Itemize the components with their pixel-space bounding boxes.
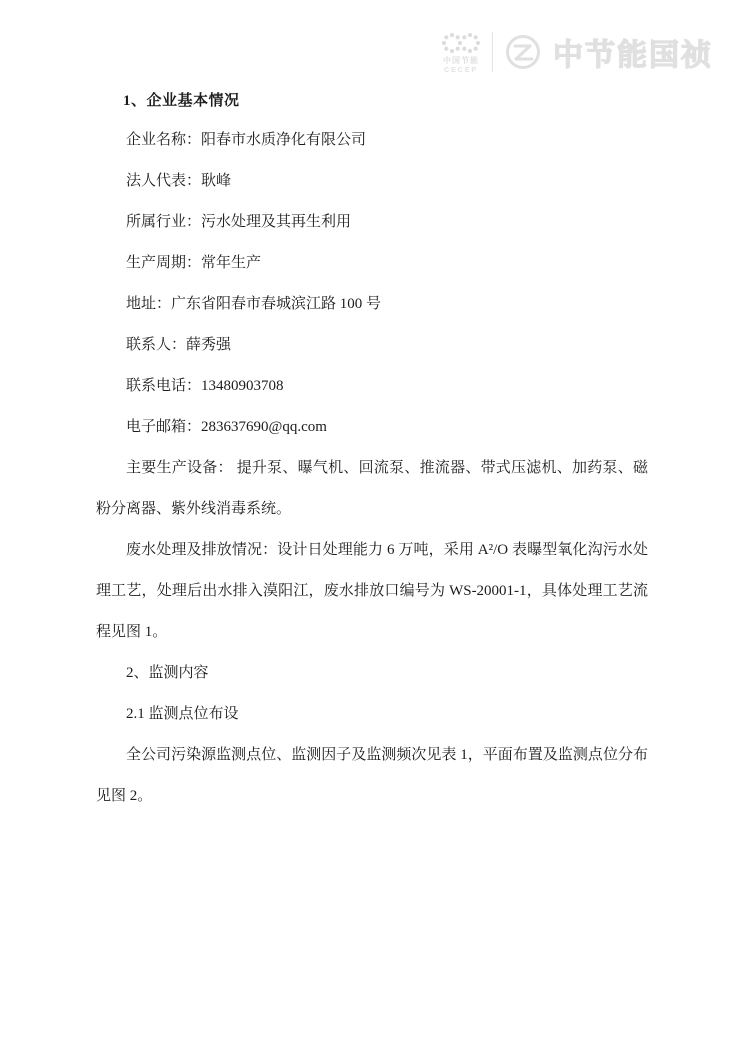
field-legal-representative: 法人代表：耿峰 xyxy=(126,173,232,189)
field-contact-person: 联系人：薛秀强 xyxy=(126,337,232,353)
field-email: 电子邮箱：283637690@qq.com xyxy=(126,419,327,435)
field-industry: 所属行业：污水处理及其再生利用 xyxy=(126,214,352,230)
field-contact-phone: 联系电话：13480903708 xyxy=(126,378,284,394)
paragraph-main-equipment: 主要生产设备： 提升泵、曝气机、回流泵、推流器、带式压滤机、加药泵、磁粉分离器、紫外线消毒系统。 xyxy=(96,460,648,517)
logo-divider xyxy=(492,32,493,72)
document-content xyxy=(96,88,648,817)
brand-name: 中节能国祯 xyxy=(553,39,713,72)
field-company-name: 企业名称：阳春市水质净化有限公司 xyxy=(126,132,367,148)
section-heading-2: 2、监测内容 xyxy=(126,665,209,681)
field-address: 地址：广东省阳春市春城滨江路 100 号 xyxy=(126,296,382,312)
cecep-infinity-dots-icon xyxy=(441,31,481,55)
paragraph-monitoring: 全公司污染源监测点位、监测因子及监测频次见表 1，平面布置及监测点位分布见图 2。 xyxy=(96,747,648,804)
cecep-chinese-label: 中国节能 xyxy=(443,55,479,65)
section-heading-2-1: 2.1 监测点位布设 xyxy=(126,706,239,722)
cecep-english-label: CECEP xyxy=(443,66,479,74)
circle-z-icon xyxy=(504,33,542,71)
field-production-cycle: 生产周期：常年生产 xyxy=(126,255,262,271)
header-logo xyxy=(441,30,713,74)
paragraph-wastewater: 废水处理及排放情况：设计日处理能力 6 万吨，采用 A²/O 表曝型氧化沟污水处理工艺，处理后出水排入漠阳江，废水排放口编号为 WS-20001-1，具体处理工艺流程见图 1。 xyxy=(96,542,648,640)
cecep-logo xyxy=(441,31,481,74)
section-heading-1: 1、企业基本情况 xyxy=(123,93,240,109)
